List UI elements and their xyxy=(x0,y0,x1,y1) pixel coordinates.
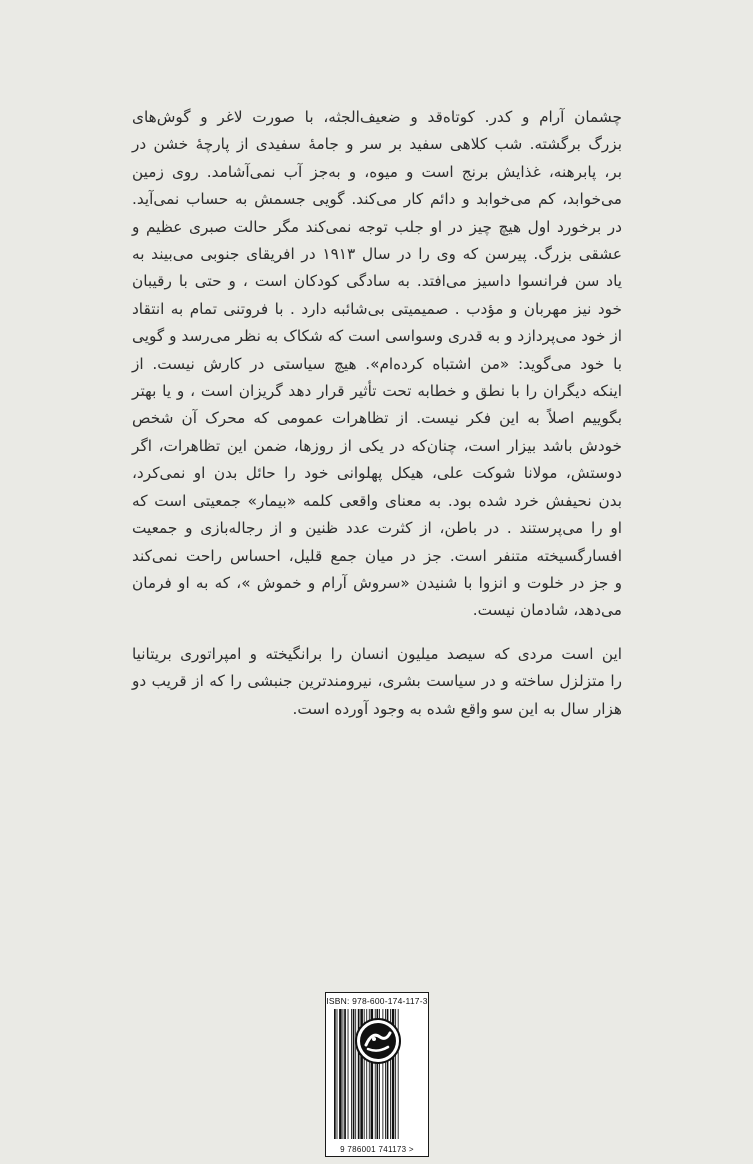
text-line: اینکه دیگران را با نطق و خطابه تحت تأثیر قرار دهد گریزان است ، و یا بهتر xyxy=(132,382,622,401)
text-line: یاد سن فرانسوا داسیز می‌افتد. به سادگی کودکان است ، و حتی با رقیبان xyxy=(132,272,622,291)
text-line: خودش باشد بیزار است، چنان‌که در یکی از روزها، ضمن این تظاهرات، اگر xyxy=(132,436,622,455)
paragraph-2 xyxy=(132,641,622,723)
text-line: در برخورد اول هیچ چیز در او جلب توجه نمی‌کند مگر حالت صبری عظیم و xyxy=(132,217,622,236)
text-line: هزار سال به این سو واقع شده به وجود آورده است. xyxy=(292,699,622,718)
text-line: بر، پابرهنه، غذایش برنج است و میوه، و به‌جز آب نمی‌آشامد. روی زمین xyxy=(132,162,622,181)
barcode-bar xyxy=(351,1009,352,1139)
text-line: بزرگ برگشته. شب کلاهی سفید بر سر و جامهٔ سفیدی از پارچهٔ خشن در xyxy=(132,135,622,154)
body-text xyxy=(132,104,622,723)
text-line: از خود می‌پردازد و به قدری وسواسی است که شکاک به نظر می‌رسد و گویی xyxy=(132,327,622,346)
text-line: و جز در خلوت و انزوا با شنیدن «سروش آرام و خموش »، که به او فرمان xyxy=(132,573,622,592)
isbn-label: ISBN: 978-600-174-117-3 xyxy=(326,996,428,1006)
text-line: خود نیز مهربان و مؤدب . صمیمیتی بی‌شائبه دارد . با فروتنی تمام به انتقاد xyxy=(132,299,622,318)
text-line: این است مردی که سیصد میلیون انسان را برانگیخته و امپراتوری بریتانیا xyxy=(132,644,622,663)
barcode-bar xyxy=(339,1009,342,1139)
isbn-barcode xyxy=(325,992,429,1157)
barcode-bar xyxy=(337,1009,338,1139)
barcode-digits: 9 786001 741173 > xyxy=(340,1145,414,1154)
text-line: بگوییم اصلاً به این فکر نیست. از تظاهرات عمومی که محرک آن شخص xyxy=(132,409,622,428)
paragraph-1 xyxy=(132,104,622,625)
text-line: را متزلزل ساخته و در سیاست بشری، نیرومندترین جنبشی را که از قریب دو xyxy=(132,672,622,691)
text-line: با خود می‌گوید: «من اشتباه کرده‌ام». هیچ سیاستی در کارش نیست. از xyxy=(132,354,622,373)
barcode-bar xyxy=(343,1009,344,1139)
text-line: بدن نحیفش خرد شده بود. به معنای واقعی کلمه «بیمار» جمعیتی است که xyxy=(132,491,622,510)
text-line: دوستش، مولانا شوکت علی، هیکل پهلوانی خود را حائل بدن او نمی‌کرد، xyxy=(132,464,622,483)
text-line: عشقی بزرگ. پیرسن که وی را در سال ۱۹۱۳ در افریقای جنوبی می‌بیند به xyxy=(132,245,622,264)
text-line: می‌خوابد، کم می‌خوابد و دائم کار می‌کند. گویی جسمش به حساب نمی‌آید. xyxy=(132,190,622,209)
barcode-bar xyxy=(334,1009,336,1139)
barcode-bar xyxy=(344,1009,346,1139)
text-line: او را می‌پرستند . در باطن، از کثرت عدد ظنین و از رجاله‌بازی و جمعیت xyxy=(132,519,622,538)
barcode-bar xyxy=(348,1009,349,1139)
publisher-logo-icon xyxy=(354,1017,402,1065)
text-line: چشمان آرام و کدر. کوتاه‌قد و ضعیف‌الجثه، با صورت لاغر و گوش‌های xyxy=(132,108,622,126)
text-line: می‌دهد، شادمان نیست. xyxy=(472,601,622,620)
text-line: افسارگسیخته متنفر است. جز در میان جمع قلیل، احساس راحت نمی‌کند xyxy=(132,546,622,565)
